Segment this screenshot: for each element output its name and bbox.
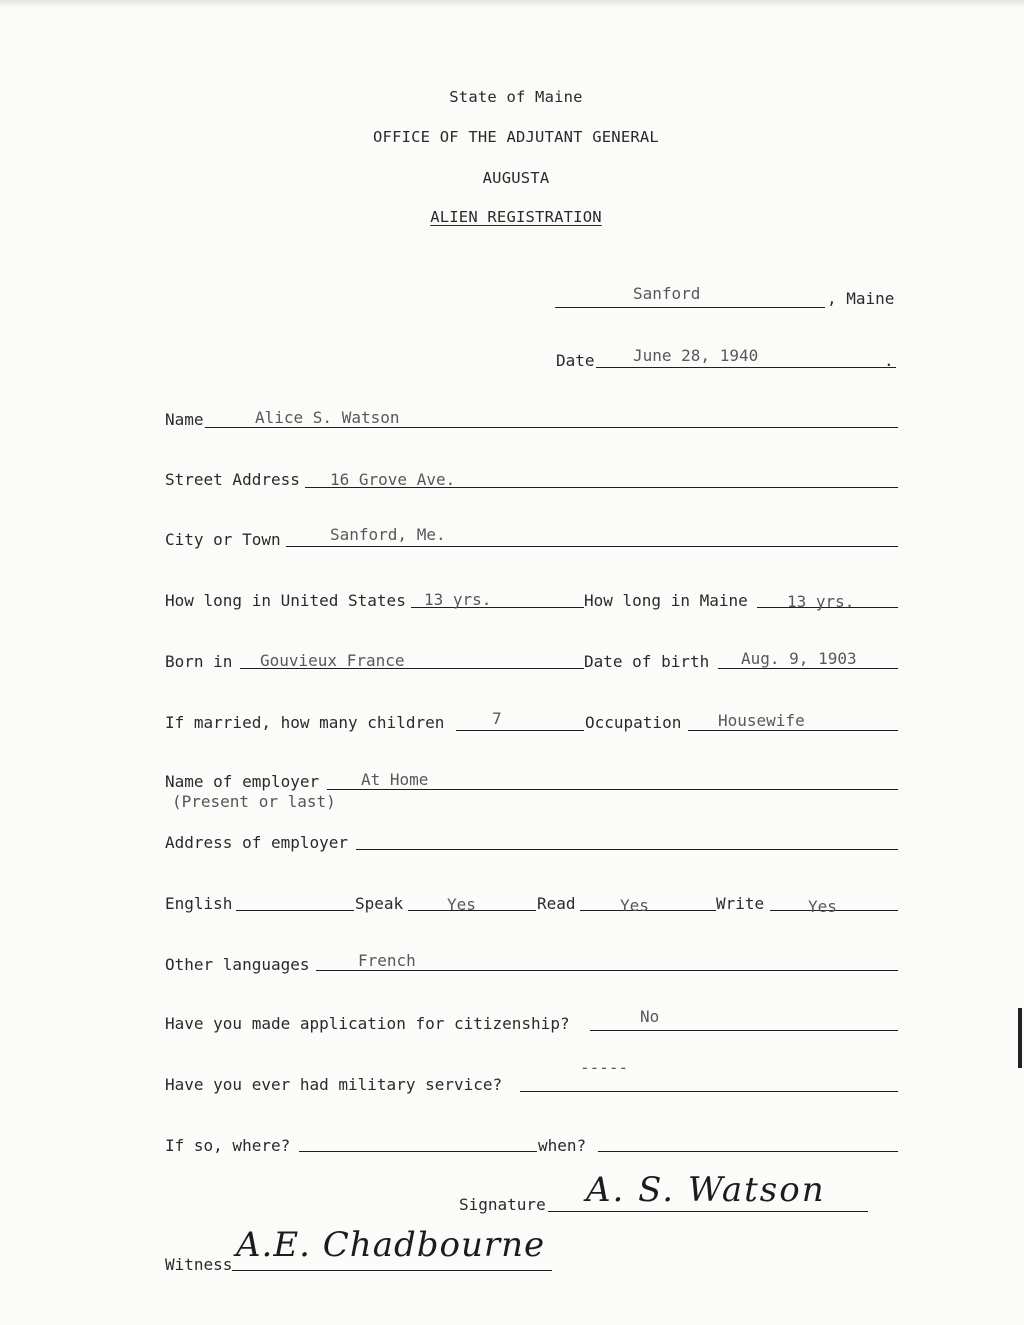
citizenship-value: No	[640, 1007, 660, 1026]
where-label: If so, where?	[165, 1136, 291, 1155]
city-line	[286, 546, 898, 547]
witness-value: A.E. Chadbourne	[236, 1225, 546, 1265]
street-value: 16 Grove Ave.	[330, 470, 456, 489]
street-label: Street Address	[165, 470, 300, 489]
read-value: Yes	[620, 896, 649, 915]
town-value: Sanford	[633, 284, 701, 303]
scan-edge-mark	[1018, 1008, 1022, 1068]
name-value: Alice S. Watson	[255, 408, 400, 427]
date-value: June 28, 1940	[633, 346, 759, 365]
military-label: Have you ever had military service?	[165, 1075, 503, 1094]
form-title: ALIEN REGISTRATION	[430, 208, 602, 226]
children-line	[456, 730, 584, 731]
header-city: AUGUSTA	[482, 169, 550, 187]
witness-label: Witness	[165, 1255, 233, 1274]
date-line	[596, 367, 896, 368]
english-line	[236, 910, 354, 911]
signature-label: Signature	[459, 1195, 546, 1214]
occupation-line	[688, 730, 898, 731]
write-value: Yes	[808, 897, 837, 916]
where-line	[299, 1151, 537, 1152]
witness-line	[232, 1270, 552, 1271]
dob-label: Date of birth	[584, 652, 710, 671]
header-office: OFFICE OF THE ADJUTANT GENERAL	[373, 128, 659, 146]
children-value: 7	[492, 709, 502, 728]
other-languages-label: Other languages	[165, 955, 310, 974]
citizenship-line	[590, 1030, 898, 1031]
us-duration-value: 13 yrs.	[424, 590, 492, 609]
children-label: If married, how many children	[165, 713, 445, 732]
speak-value: Yes	[447, 895, 476, 914]
citizenship-label: Have you made application for citizenship?	[165, 1014, 570, 1033]
when-line	[598, 1151, 898, 1152]
employer-address-line	[356, 849, 898, 850]
us-duration-label: How long in United States	[165, 591, 406, 610]
other-languages-value: French	[358, 951, 416, 970]
employer-sublabel: (Present or last)	[172, 792, 336, 811]
me-duration-label: How long in Maine	[584, 591, 748, 610]
dob-value: Aug. 9, 1903	[741, 649, 857, 668]
town-line	[555, 307, 825, 308]
employer-label: Name of employer	[165, 772, 320, 791]
english-label: English	[165, 894, 233, 913]
signature-line	[548, 1211, 868, 1212]
when-label: when?	[538, 1136, 587, 1155]
header-state: State of Maine	[449, 88, 583, 106]
me-duration-value: 13 yrs.	[787, 592, 855, 611]
dob-line	[718, 668, 898, 669]
city-value: Sanford, Me.	[330, 525, 446, 544]
other-languages-line	[316, 970, 898, 971]
employer-address-label: Address of employer	[165, 833, 349, 852]
read-label: Read	[537, 894, 576, 913]
speak-label: Speak	[355, 894, 404, 913]
write-label: Write	[716, 894, 765, 913]
occupation-label: Occupation	[585, 713, 682, 732]
military-line	[520, 1091, 898, 1092]
city-label: City or Town	[165, 530, 281, 549]
employer-value: At Home	[361, 770, 429, 789]
date-label: Date	[556, 351, 595, 370]
employer-line	[327, 789, 898, 790]
military-value: -----	[580, 1058, 629, 1077]
state-suffix: , Maine	[827, 289, 895, 308]
date-end: .	[884, 351, 894, 370]
name-line	[205, 427, 898, 428]
born-label: Born in	[165, 652, 233, 671]
signature-value: A. S. Watson	[586, 1170, 826, 1210]
occupation-value: Housewife	[718, 711, 805, 730]
name-label: Name	[165, 410, 204, 429]
born-value: Gouvieux France	[260, 651, 405, 670]
scan-top-edge	[0, 0, 1024, 8]
